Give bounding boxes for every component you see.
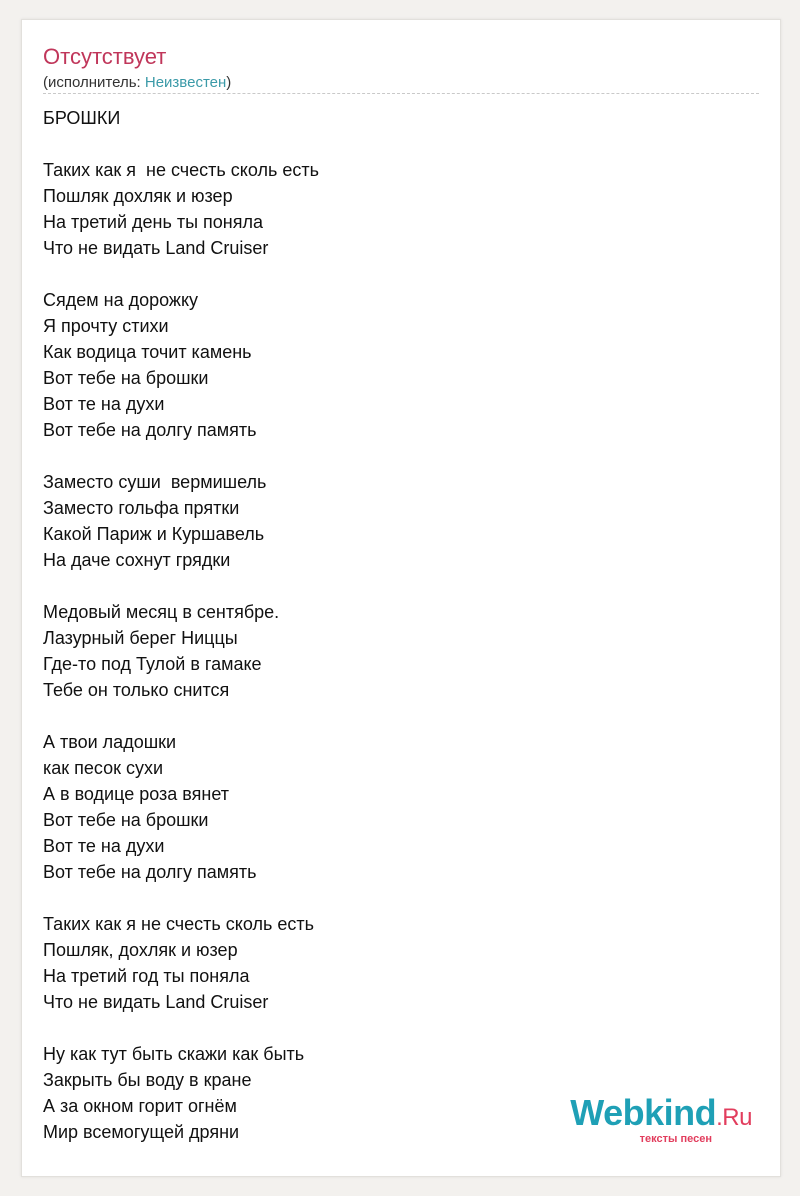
site-logo[interactable] (570, 1092, 752, 1145)
artist-link[interactable]: Неизвестен (144, 74, 227, 91)
lyric-line: БРОШКИ (43, 108, 121, 128)
lyric-line: как песок сухи (43, 758, 164, 778)
lyric-line: Таких как я не счесть сколь есть (43, 914, 315, 934)
lyric-line: Вот тебе на брошки (43, 368, 209, 388)
lyric-line: Вот те на духи (43, 394, 165, 414)
song-title: Отсутствует (43, 44, 167, 69)
stanza-gap (43, 261, 759, 287)
artist-prefix: (исполнитель: (43, 74, 145, 91)
lyric-line: Где-то под Тулой в гамаке (43, 654, 262, 674)
lyric-line: А твои ладошки (43, 732, 177, 752)
lyric-line: Я прочту стихи (43, 316, 169, 336)
lyric-line: Вот те на духи (43, 836, 165, 856)
lyric-line: Сядем на дорожку (43, 290, 199, 310)
lyric-line: Тебе он только снится (43, 680, 230, 700)
lyric-line: Какой Париж и Куршавель (43, 524, 265, 544)
lyric-line: А в водице роза вянет (43, 784, 230, 804)
lyric-line: На третий год ты поняла (43, 966, 250, 986)
lyric-line: Заместо суши вермишель (43, 472, 267, 492)
lyric-line: Как водица точит камень (43, 342, 252, 362)
lyric-line: Мир всемогущей дряни (43, 1122, 240, 1142)
lyric-line: Ну как тут быть скажи как быть (43, 1044, 305, 1064)
lyric-line: Вот тебе на долгу память (43, 420, 257, 440)
stanza-gap (43, 703, 759, 729)
artist-suffix: ) (226, 74, 232, 91)
lyric-line: Пошляк дохляк и юзер (43, 186, 233, 206)
lyric-line: Медовый месяц в сентябре. (43, 602, 280, 622)
stanza-gap (43, 443, 759, 469)
stanza-gap (43, 885, 759, 911)
lyrics-card (21, 19, 781, 1177)
lyric-line: На третий день ты поняла (43, 212, 264, 232)
artist-line (43, 73, 231, 93)
logo-tagline: тексты песен (639, 1133, 712, 1145)
lyric-line: Заместо гольфа прятки (43, 498, 240, 518)
stanza-gap (43, 573, 759, 599)
lyrics-text (43, 105, 759, 1145)
lyric-line: На даче сохнут грядки (43, 550, 231, 570)
lyric-line: Лазурный берег Ниццы (43, 628, 238, 648)
logo-wordmark: Webkind.Ru (570, 1092, 752, 1133)
lyric-line: Закрыть бы воду в кране (43, 1070, 252, 1090)
lyric-line: Что не видать Land Cruiser (43, 992, 269, 1012)
lyric-line: Пошляк, дохляк и юзер (43, 940, 238, 960)
stanza-gap (43, 1015, 759, 1041)
stanza-gap (43, 131, 759, 157)
lyric-line: Что не видать Land Cruiser (43, 238, 269, 258)
lyric-line: Вот тебе на брошки (43, 810, 209, 830)
lyric-line: Вот тебе на долгу память (43, 862, 257, 882)
lyric-line: А за окном горит огнём (43, 1096, 237, 1116)
header-divider (43, 93, 759, 94)
lyric-line: Таких как я не счесть сколь есть (43, 160, 320, 180)
